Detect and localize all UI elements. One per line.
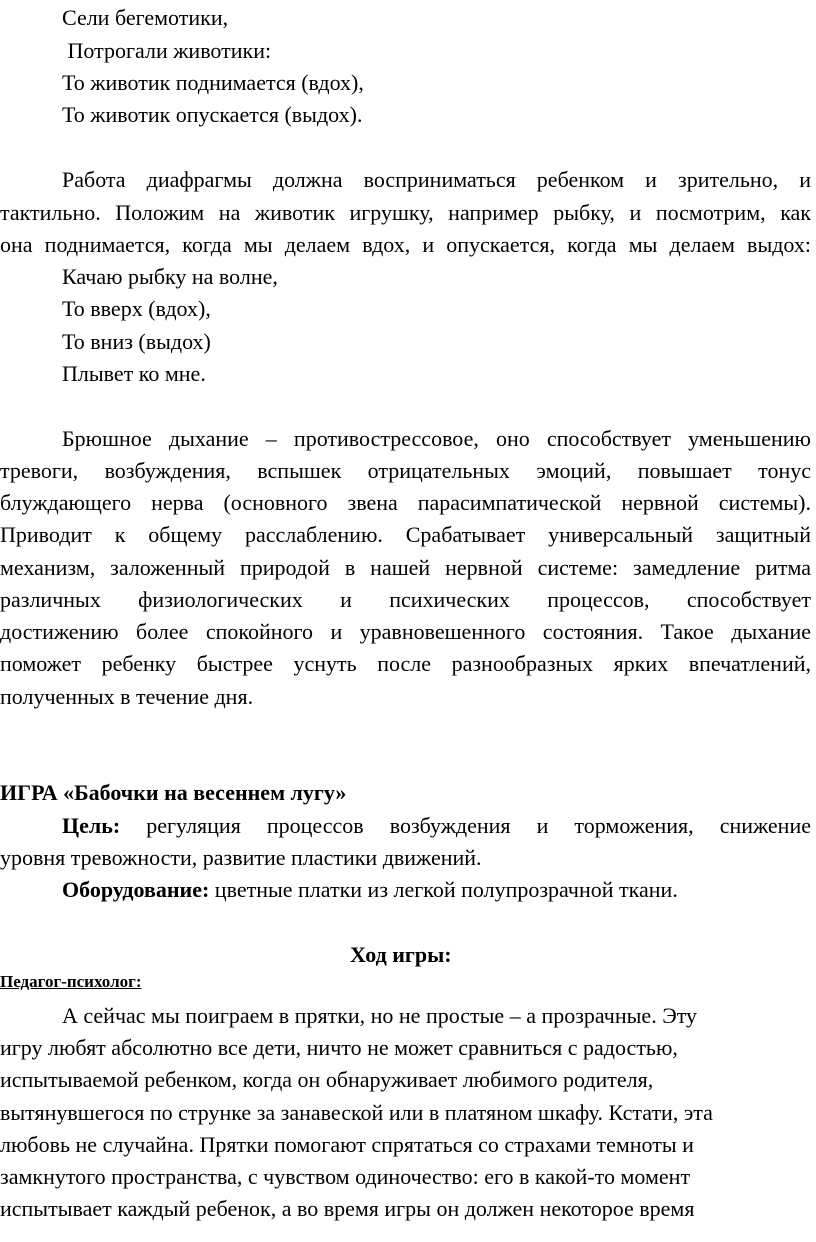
paragraph-line: блуждающего нерва (основного звена парасимпатической нервной системы).: [0, 490, 811, 515]
paragraph-line: любовь не случайна. Прятки помогают спрятаться со страхами темноты и: [0, 1132, 694, 1157]
poem-line: Сели бегемотики,: [62, 5, 229, 30]
paragraph-line: Брюшное дыхание – противострессовое, оно способствует уменьшению: [62, 426, 811, 451]
poem-line: То вверх (вдох),: [62, 296, 211, 321]
paragraph-line: тревоги, возбуждения, вспышек отрицательных эмоций, повышает тонус: [0, 458, 811, 483]
equipment-label: Оборудование:: [62, 877, 210, 902]
speaker-label: Педагог-психолог:: [0, 972, 142, 991]
paragraph-line: достижению более спокойного и уравновешенного состояния. Такое дыхание: [0, 619, 811, 644]
poem-line: То вниз (выдох): [62, 329, 211, 354]
paragraph-line: игру любят абсолютно все дети, ничто не может сравниться с радостью,: [0, 1035, 678, 1060]
poem-line: Потрогали животики:: [62, 38, 272, 63]
equipment-line: [62, 874, 678, 905]
paragraph-line: тактильно. Положим на животик игрушку, например рыбку, и посмотрим, как: [0, 200, 811, 225]
paragraph-line: вытянувшегося по струнке за занавеской или в платяном шкафу. Кстати, эта: [0, 1100, 713, 1125]
paragraph-line: она поднимается, когда мы делаем вдох, и опускается, когда мы делаем выдох:: [0, 232, 811, 257]
game-title: ИГРА «Бабочки на весеннем лугу»: [0, 780, 347, 805]
paragraph-line: Приводит к общему расслаблению. Срабатывает универсальный защитный: [0, 522, 811, 547]
equipment-text: цветные платки из легкой полупрозрачной ткани.: [209, 877, 678, 902]
goal-line: [0, 810, 811, 841]
poem-line: Качаю рыбку на волне,: [62, 264, 278, 289]
paragraph-line: полученных в течение дня.: [0, 684, 254, 709]
poem-line: Плывет ко мне.: [62, 361, 206, 386]
paragraph-line: испытывает каждый ребенок, а во время игры он должен некоторое время: [0, 1196, 695, 1221]
paragraph-line: механизм, заложенный природой в нашей нервной системе: замедление ритма: [0, 555, 811, 580]
paragraph-line: А сейчас мы поиграем в прятки, но не простые – а прозрачные. Эту: [62, 1003, 698, 1028]
paragraph-line: поможет ребенку быстрее уснуть после разнообразных ярких впечатлений,: [0, 651, 811, 676]
poem-line: То животик поднимается (вдох),: [62, 70, 364, 95]
goal-line-2: уровня тревожности, развитие пластики движений.: [0, 845, 482, 870]
paragraph-line: замкнутого пространства, с чувством одиночество: его в какой-то момент: [0, 1164, 691, 1189]
goal-text: регуляция процессов возбуждения и торможения, снижение: [120, 813, 811, 838]
goal-label: Цель:: [62, 813, 121, 838]
paragraph-line: испытываемой ребенком, когда он обнаруживает любимого родителя,: [0, 1067, 654, 1092]
paragraph-line: Работа диафрагмы должна восприниматься ребенком и зрительно, и: [62, 167, 811, 192]
paragraph-line: различных физиологических и психических процессов, способствует: [0, 587, 811, 612]
course-heading: Ход игры:: [350, 942, 452, 967]
poem-line: То животик опускается (выдох).: [62, 102, 363, 127]
